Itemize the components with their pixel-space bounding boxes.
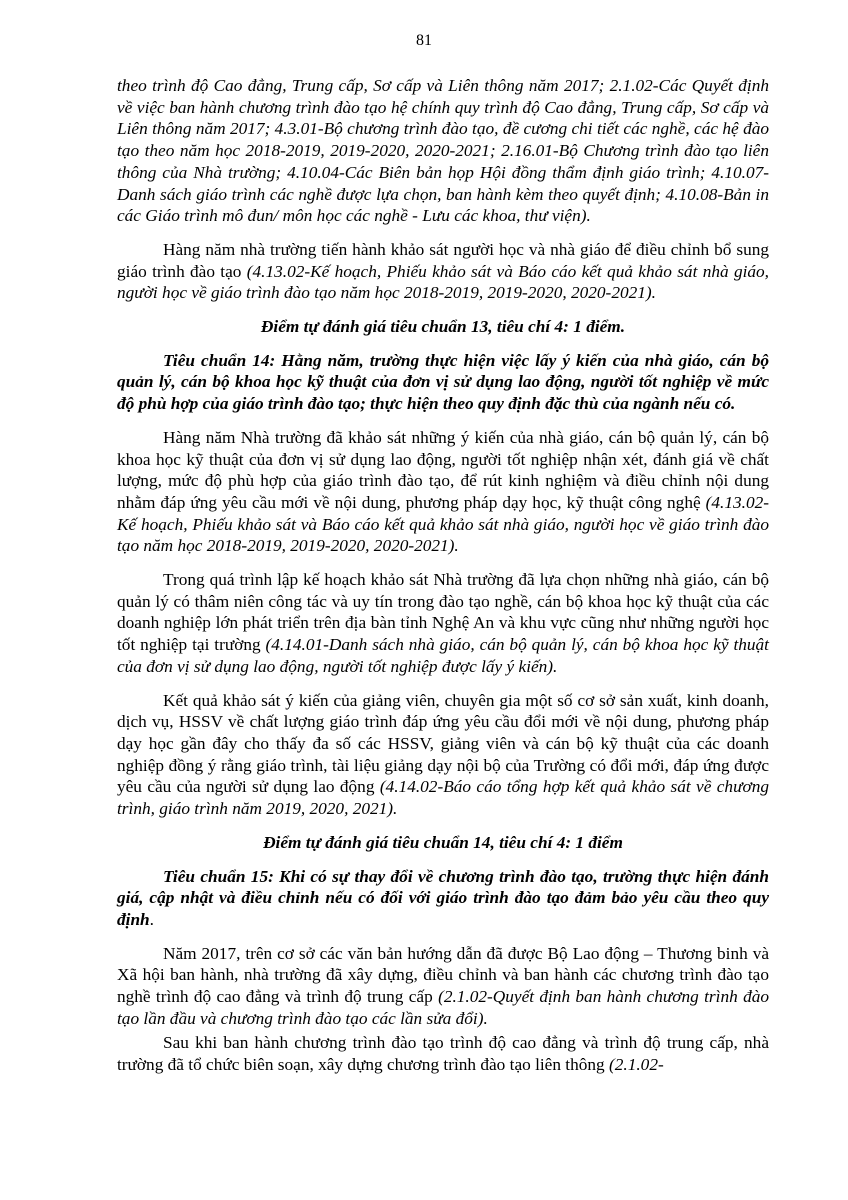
- score-heading-13: Điểm tự đánh giá tiêu chuẩn 13, tiêu chí 4: 1 điểm.: [260, 317, 626, 337]
- evidence-paragraph: theo trình độ Cao đẳng, Trung cấp, Sơ cấp và Liên thông năm 2017; 2.1.02-Các Quyết định về việc ban hành chương trình đào tạo hệ chính quy trình độ Cao đẳng, Trung cấp, Sơ cấp và Liên thông năm 2017; 4.3.01-Bộ chương trình đào tạo, đề cương chi tiết các nghề, các hệ đào tạo theo năm học 2018-2019, 2019-2020, 2020-2021; 2.16.01-Bộ Chương trình đào tạo liên thông của Nhà trường; 4.10.04-Các Biên bản họp Hội đồng thẩm định giáo trình; 4.10.07-Danh sách giáo trình các nghề được lựa chọn, ban hành kèm theo quyết định; 4.10.08-Bản in các Giáo trình mô đun/ môn học các nghề - Lưu các khoa, thư viện).: [117, 76, 769, 226]
- page-body: [117, 75, 769, 1088]
- page-number: 81: [416, 32, 432, 49]
- standard-15-period: .: [149, 909, 154, 929]
- evidence-reference: (4.14.02-Báo cáo tổng hợp kết quả khảo sát về chương trình, giáo trình năm 2019, 2020, 2021).: [117, 777, 769, 819]
- evidence-reference: (4.13.02-Kế hoạch, Phiếu khảo sát và Báo cáo kết quả khảo sát nhà giáo, người học về giáo trình đào tạo năm học 2018-2019, 2019-2020, 2020-2021).: [117, 492, 769, 556]
- evidence-reference: (4.13.02-Kế hoạch, Phiếu khảo sát và Báo cáo kết quả khảo sát nhà giáo, người học về giáo trình đào tạo năm học 2018-2019, 2019-2020, 2020-2021).: [117, 261, 769, 303]
- evidence-reference: (4.14.01-Danh sách nhà giáo, cán bộ quản lý, cán bộ khoa học kỹ thuật của đơn vị sử dụng lao động, người tốt nghiệp được lấy ý kiến).: [117, 635, 769, 676]
- standard-14-heading: Tiêu chuẩn 14: Hằng năm, trường thực hiện việc lấy ý kiến của nhà giáo, cán bộ quản lý, cán bộ khoa học kỹ thuật của đơn vị sử dụng lao động, người tốt nghiệp về mức độ phù hợp của giáo trình đào tạo; thực hiện theo quy định đặc thù của ngành nếu có.: [117, 350, 769, 414]
- standard-14-paragraph-1: [117, 427, 769, 557]
- standard-15-paragraph-2: [117, 1032, 769, 1075]
- paragraph-text: Hàng năm Nhà trường đã khảo sát những ý kiến của nhà giáo, cán bộ quản lý, cán bộ khoa học kỹ thuật của đơn vị sử dụng lao động, người tốt nghiệp nhận xét, đánh giá về chất lượng, mức độ phù hợp của giáo trình đào tạo, để rút kinh nghiệm và điều chỉnh nội dung nhằm đáp ứng yêu cầu mới về nội dung, phương pháp dạy học, kỹ thuật công nghệ: [117, 427, 769, 512]
- evidence-reference: (2.1.02-Quyết định ban hành chương trình đào tạo lần đầu và chương trình đào tạo các lần sửa đổi).: [117, 987, 769, 1028]
- standard-15-heading: [117, 866, 769, 931]
- paragraph-text: Kết quả khảo sát ý kiến của giảng viên, chuyên gia một số cơ sở sản xuất, kinh doanh, dịch vụ, HSSV về chất lượng giáo trình đáp ứng yêu cầu đổi mới về nội dung, phương pháp dạy học gần đây cho thấy đa số các HSSV, giảng viên và cán bộ kỹ thuật của các doanh nghiệp đồng ý rằng giáo trình, tài liệu giảng dạy nội bộ của Trường có đổi mới, đáp ứng được yêu cầu của người sử dụng lao động: [117, 690, 769, 797]
- standard-14-paragraph-3: [117, 690, 769, 820]
- paragraph-text: Trong quá trình lập kế hoạch khảo sát Nhà trường đã lựa chọn những nhà giáo, cán bộ quản lý có thâm niên công tác và uy tín trong đào tạo nghề, cán bộ khoa học kỹ thuật của các doanh nghiệp lớn phát triển trên địa bàn tỉnh Nghệ An và khu vực cũng như những người học tốt nghiệp tại trường: [117, 570, 769, 655]
- paragraph-text: Sau khi ban hành chương trình đào tạo trình độ cao đẳng và trình độ trung cấp, nhà trường đã tổ chức biên soạn, xây dựng chương trình đào tạo liên thông: [117, 1033, 769, 1075]
- paragraph-text: Năm 2017, trên cơ sở các văn bản hướng dẫn đã được Bộ Lao động – Thương binh và Xã hội ban hành, nhà trường đã xây dựng, điều chỉnh và ban hành các chương trình đào tạo nghề trình độ cao đẳng và trình độ trung cấp: [117, 943, 769, 1007]
- survey-paragraph: [117, 239, 769, 304]
- paragraph-text: Hàng năm nhà trường tiến hành khảo sát người học và nhà giáo để điều chỉnh bổ sung giáo trình đào tạo: [117, 239, 769, 281]
- evidence-reference: (2.1.02-: [609, 1055, 664, 1075]
- score-heading-14: Điểm tự đánh giá tiêu chuẩn 14, tiêu chí 4: 1 điểm: [263, 832, 623, 852]
- standard-15-title: Tiêu chuẩn 15: Khi có sự thay đổi về chương trình đào tạo, trường thực hiện đánh giá, cập nhật và điều chỉnh nếu có đối với giáo trình đào tạo đảm bảo yêu cầu theo quy định: [117, 866, 769, 929]
- standard-15-paragraph-1: [117, 943, 769, 1030]
- standard-14-paragraph-2: [117, 569, 769, 678]
